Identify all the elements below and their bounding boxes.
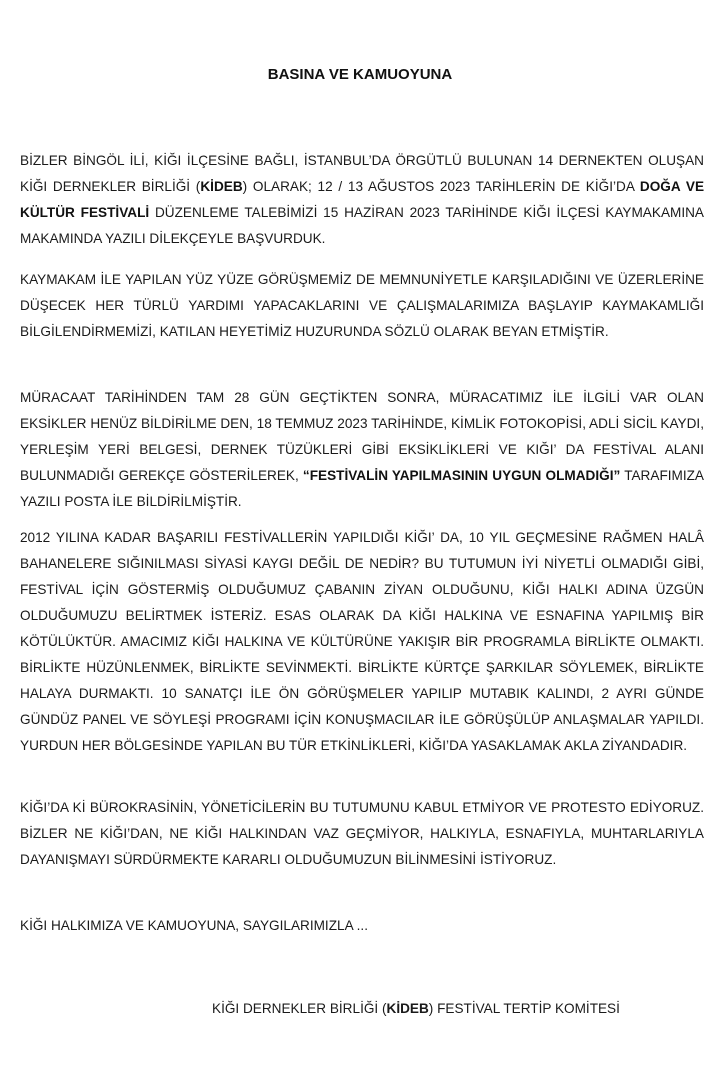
paragraph-text: 2012 YILINA KADAR BAŞARILI FESTİVALLERİN YAPILDIĞI KİĞI’ DA, 10 YIL GEÇMESİNE RAĞMEN HALÂ BAHANELERE SIĞINILMASI SİYASİ KAYGI DEĞİL DE NEDİR? BU TUTUMUN İYİ NİYETLİ OLMADIĞI GİBİ, FESTİVAL İÇİN GÖSTERMİŞ OLDUĞUMUZ ÇABANIN ZİYAN OLDUĞUNU, KİĞI HALKI ADINA ÜZGÜN OLDUĞUMUZU BELİRTMEK İSTERİZ. ESAS OLARAK DA KİĞI HALKINA VE ESNAFINA YAPILMIŞ BİR KÖTÜLÜKTÜR. AMACIMIZ KİĞI HALKINA VE KÜLTÜRÜNE YAKIŞIR BİR PROGRAMLA BİRLİKTE OLMAKTI. BİRLİKTE HÜZÜNLENMEK, BİRLİKTE SEVİNMEKTİ. BİRLİKTE KÜRTÇE ŞARKILAR SÖYLEMEK, BİRLİKTE HALAYA DURMAKTI. 10 SANATÇI İLE ÖN GÖRÜŞMELER YAPILIP MUTABIK KALINDI, 2 AYRI GÜNDE GÜNDÜZ PANEL VE SÖYLEŞİ PROGRAMI İÇİN KONUŞMACILAR İLE GÖRÜŞÜLÜP ANLAŞMALAR YAPILDI. YURDUN HER BÖLGESİNDE YAPILAN BU TÜR ETKİNLİKLERİ, KİĞI’DA YASAKLAMAK AKLA ZİYANDADIR. [20,530,704,753]
paragraph-text: TARAFIMIZA YAZILI POSTA İLE BİLDİRİLMİŞTİR. [20,468,704,509]
signature [212,996,620,1022]
paragraph-text: KİĞI’DA Kİ BÜROKRASİNİN, YÖNETİCİLERİN BU TUTUMUNU KABUL ETMİYOR VE PROTESTO EDİYORUZ. BİZLER NE KİĞI’DAN, NE KİĞI HALKINDAN VAZ GEÇMİYOR, HALKIYLA, ESNAFIYLA, MUHTARLARIYLA DAYANIŞMAYI SÜRDÜRMEKTE KARARLI OLDUĞUMUZUN BİLİNMESİNİ İSTİYORUZ. [20,800,704,867]
signature-text: ) FESTİVAL TERTİP KOMİTESİ [428,1001,620,1016]
paragraph-text: DÜZENLEME TALEBİMİZİ 15 HAZİRAN 2023 TARİHİNDE KİĞI İLÇESİ KAYMAKAMINA MAKAMINDA YAZILI DİLEKÇEYLE BAŞVURDUK. [20,205,704,246]
paragraph-application [20,148,704,252]
rejection-quote: “FESTİVALİN YAPILMASININ UYGUN OLMADIĞI” [302,468,621,483]
signature-text: KİĞI DERNEKLER BİRLİĞİ ( [212,1001,387,1016]
paragraph-rejection [20,385,704,515]
paragraph-closing [20,913,704,939]
document-title: BASINA VE KAMUOYUNA [267,66,453,83]
paragraph-history [20,525,704,759]
signature-acronym: KİDEB [386,1001,429,1016]
paragraph-text: KAYMAKAM İLE YAPILAN YÜZ YÜZE GÖRÜŞMEMİZ DE MEMNUNİYETLE KARŞILADIĞINI VE ÜZERLERİNE DÜŞECEK HER TÜRLÜ YARDIMI YAPACAKLARINI VE ÇALIŞMALARIMIZA BAŞLAYIP KAYMAKAMLIĞI BİLGİLENDİRMEMİZİ, KATILAN HEYETİMİZ HUZURUNDA SÖZLÜ OLARAK BEYAN ETMİŞTİR. [20,272,704,339]
organization-acronym: KİDEB [200,179,243,194]
paragraph-meeting [20,267,704,345]
paragraph-protest [20,795,704,873]
paragraph-text: KİĞI HALKIMIZA VE KAMUOYUNA, SAYGILARIMIZLA ... [20,918,368,933]
paragraph-text: MÜRACAAT TARİHİNDEN TAM 28 GÜN GEÇTİKTEN SONRA, MÜRACATIMIZ İLE İLGİLİ VAR OLAN EKSİKLER HENÜZ BİLDİRİLME DEN, 18 TEMMUZ 2023 TARİHİNDE, KİMLİK FOTOKOPİSİ, ADLİ SİCİL KAYDI, YERLEŞİM YERİ BELGESİ, DERNEK TÜZÜKLERİ GİBİ EKSİKLİKLERİ VE KIĞI’ DA FESTİVAL ALANI BULUNMADIĞI GEREKÇE GÖSTERİLEREK, [20,390,704,483]
paragraph-text: ) OLARAK; 12 / 13 AĞUSTOS 2023 TARİHLERİN DE KİĞI’DA [242,179,640,194]
paragraph-text: BİZLER BİNGÖL İLİ, KİĞI İLÇESİNE BAĞLI, İSTANBUL’DA ÖRGÜTLÜ BULUNAN 14 DERNEKTEN OLUŞAN KİĞI DERNEKLER BİRLİĞİ ( [20,153,704,194]
festival-name: DOĞA VE KÜLTÜR FESTİVALİ [20,179,705,220]
